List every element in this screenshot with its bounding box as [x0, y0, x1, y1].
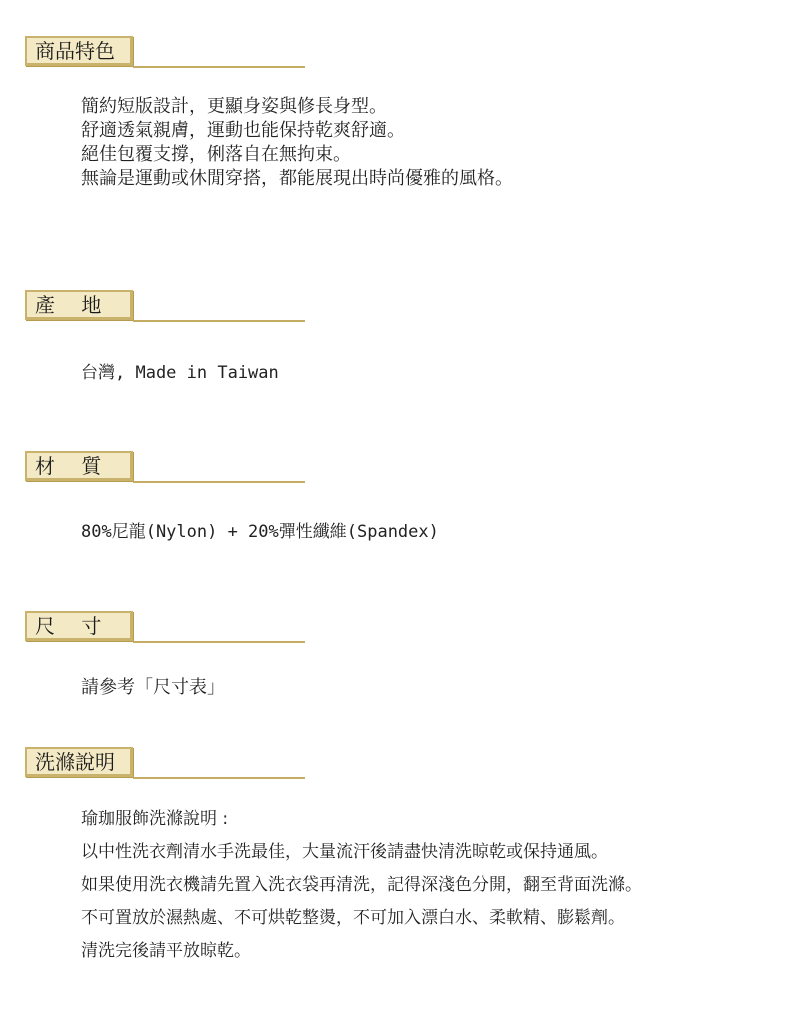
origin-section	[25, 290, 785, 324]
features-heading-rule	[133, 66, 305, 68]
origin-heading: 產 地	[25, 290, 133, 320]
features-line-3: 絕佳包覆支撐，俐落自在無拘束。	[81, 144, 351, 165]
care-line-1: 瑜珈服飾洗滌說明 :	[81, 809, 229, 829]
size-section	[25, 611, 785, 645]
features-section	[25, 36, 785, 70]
care-heading-row	[25, 747, 785, 781]
size-text: 請參考「尺寸表」	[81, 677, 225, 698]
features-heading: 商品特色	[25, 36, 133, 66]
care-line-5: 清洗完後請平放晾乾。	[81, 941, 251, 961]
features-line-2: 舒適透氣親膚，運動也能保持乾爽舒適。	[81, 120, 405, 141]
care-line-4: 不可置放於濕熱處、不可烘乾整燙，不可加入漂白水、柔軟精、膨鬆劑。	[81, 908, 625, 928]
features-line-1: 簡約短版設計，更顯身姿與修長身型。	[81, 96, 387, 117]
size-heading-rule	[133, 641, 305, 643]
origin-heading-row	[25, 290, 785, 324]
material-section	[25, 451, 785, 485]
origin-body	[81, 358, 279, 383]
material-heading: 材 質	[25, 451, 133, 481]
size-heading: 尺 寸	[25, 611, 133, 641]
origin-heading-rule	[133, 320, 305, 322]
care-line-2: 以中性洗衣劑清水手洗最佳，大量流汗後請盡快清洗晾乾或保持通風。	[81, 842, 608, 862]
material-heading-row	[25, 451, 785, 485]
care-body	[81, 803, 642, 968]
material-text: 80%尼龍(Nylon) + 20%彈性纖維(Spandex)	[81, 522, 439, 542]
features-heading-row	[25, 36, 785, 70]
care-section	[25, 747, 785, 781]
care-line-3: 如果使用洗衣機請先置入洗衣袋再清洗，記得深淺色分開，翻至背面洗滌。	[81, 875, 642, 895]
care-heading-rule	[133, 777, 305, 779]
care-heading: 洗滌說明	[25, 747, 133, 777]
material-body	[81, 517, 439, 542]
material-heading-rule	[133, 481, 305, 483]
size-body	[81, 673, 225, 699]
features-line-4: 無論是運動或休閒穿搭，都能展現出時尚優雅的風格。	[81, 168, 513, 189]
features-body	[81, 95, 513, 191]
size-heading-row	[25, 611, 785, 645]
origin-text: 台灣, Made in Taiwan	[81, 363, 279, 383]
